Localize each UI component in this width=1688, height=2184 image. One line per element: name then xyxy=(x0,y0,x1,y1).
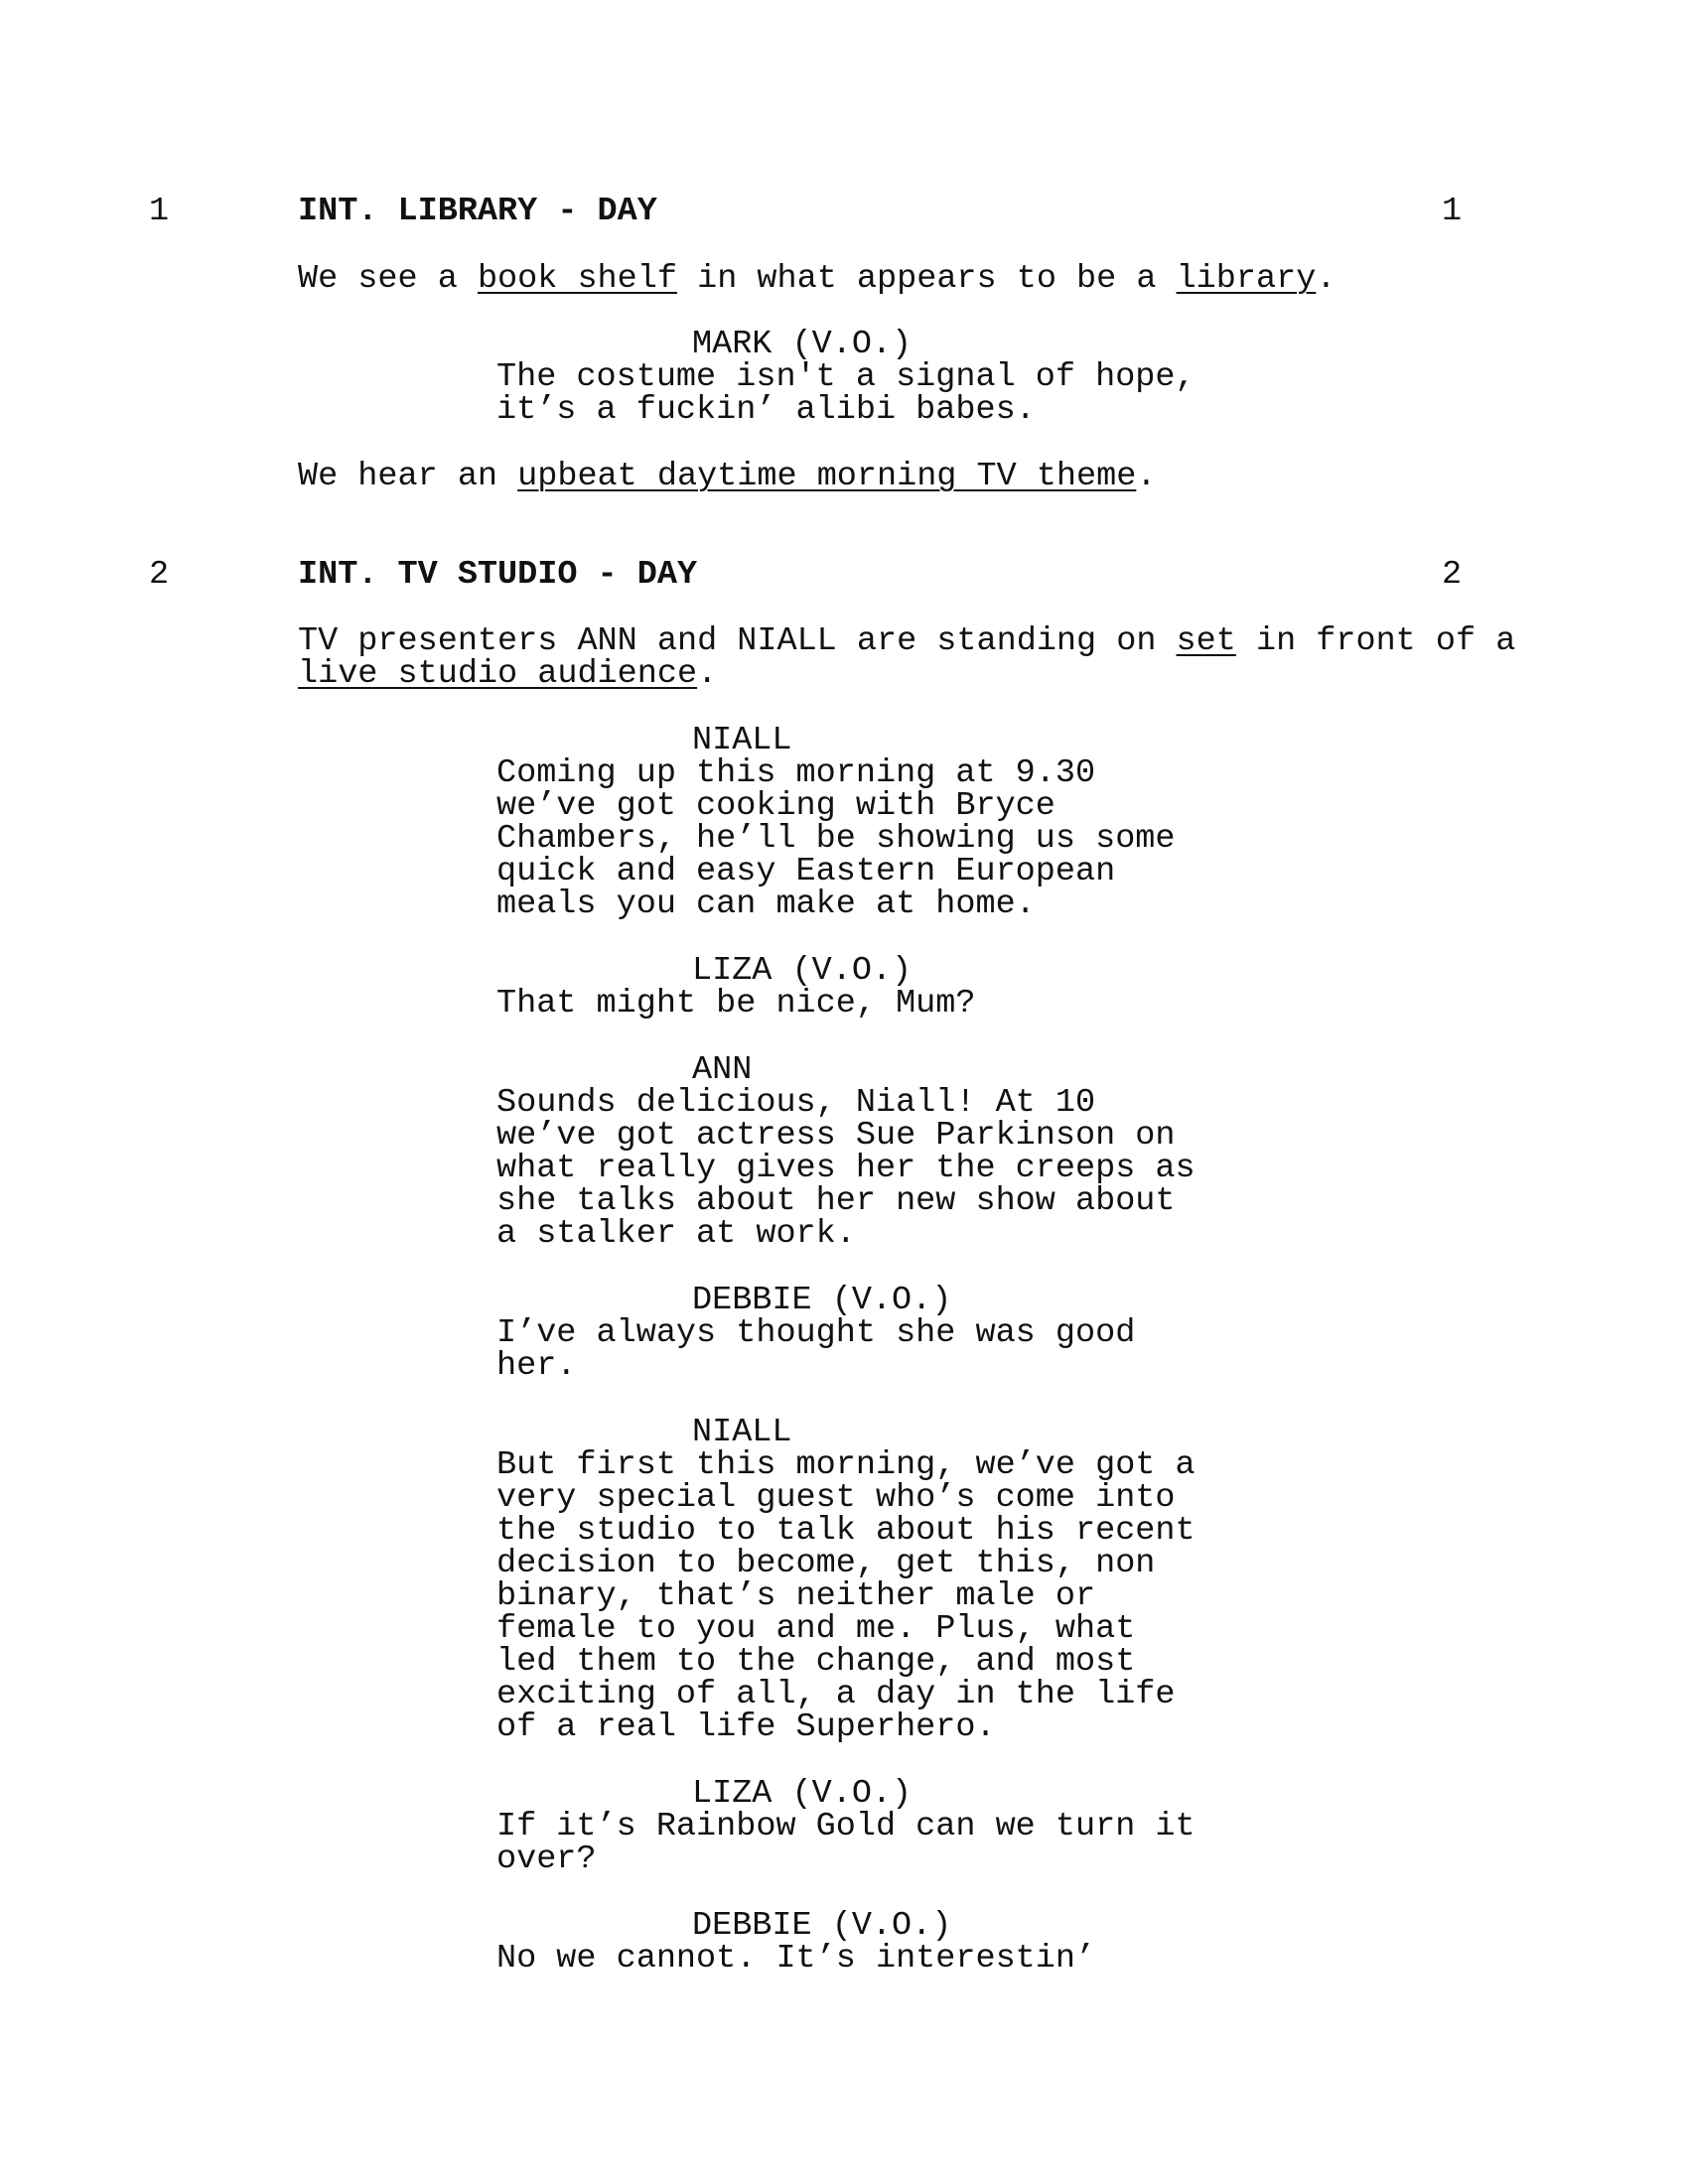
action-text: TV presenters ANN and NIALL are standing on xyxy=(298,622,1177,660)
character-name: DEBBIE (V.O.) xyxy=(692,1282,952,1319)
character-name: LIZA (V.O.) xyxy=(692,952,913,990)
underlined-location: library xyxy=(1176,260,1317,298)
action-text: . xyxy=(1316,260,1336,298)
character-name: ANN xyxy=(692,1051,753,1089)
dialogue-line: she talks about her new show about xyxy=(496,1182,1176,1220)
scene-number-right: 1 xyxy=(1442,193,1463,230)
dialogue-line: The costume isn't a signal of hope, xyxy=(496,358,1196,396)
dialogue-line: quick and easy Eastern European xyxy=(496,853,1116,890)
scene-number-right: 2 xyxy=(1442,556,1463,594)
character-name: DEBBIE (V.O.) xyxy=(692,1907,952,1945)
dialogue-line: what really gives her the creeps as xyxy=(496,1150,1196,1187)
dialogue-line: led them to the change, and most xyxy=(496,1643,1136,1681)
dialogue-line: But first this morning, we’ve got a xyxy=(496,1446,1196,1484)
scene-heading: INT. LIBRARY - DAY xyxy=(298,193,657,230)
underlined-location: set xyxy=(1176,622,1236,660)
action-line xyxy=(298,458,1157,495)
dialogue-line: her. xyxy=(496,1347,577,1385)
dialogue-line: the studio to talk about his recent xyxy=(496,1512,1196,1550)
action-line xyxy=(298,655,718,693)
scene-number-left: 1 xyxy=(149,193,170,230)
dialogue-line: over? xyxy=(496,1841,597,1878)
dialogue-line: it’s a fuckin’ alibi babes. xyxy=(496,391,1036,429)
action-line xyxy=(298,622,1516,660)
scene-number-left: 2 xyxy=(149,556,170,594)
dialogue-line: I’ve always thought she was good xyxy=(496,1314,1136,1352)
dialogue-line: meals you can make at home. xyxy=(496,886,1036,923)
action-text: We see a xyxy=(298,260,478,298)
action-text: in front of a xyxy=(1235,622,1516,660)
underlined-prop: book shelf xyxy=(477,260,677,298)
dialogue-line: we’ve got actress Sue Parkinson on xyxy=(496,1117,1176,1155)
dialogue-line: we’ve got cooking with Bryce xyxy=(496,787,1055,825)
action-text: We hear an xyxy=(298,458,518,495)
underlined-sound: upbeat daytime morning TV theme xyxy=(517,458,1137,495)
dialogue-line: If it’s Rainbow Gold can we turn it xyxy=(496,1808,1196,1845)
scene-heading: INT. TV STUDIO - DAY xyxy=(298,556,698,594)
dialogue-line: of a real life Superhero. xyxy=(496,1708,996,1746)
dialogue-line: decision to become, get this, non xyxy=(496,1545,1156,1582)
action-text: . xyxy=(697,655,718,693)
character-name: LIZA (V.O.) xyxy=(692,1775,913,1813)
dialogue-line: Sounds delicious, Niall! At 10 xyxy=(496,1084,1096,1122)
underlined-audience: live studio audience xyxy=(298,655,698,693)
dialogue-line: exciting of all, a day in the life xyxy=(496,1676,1176,1713)
action-text: . xyxy=(1136,458,1157,495)
dialogue-line: No we cannot. It’s interestin’ xyxy=(496,1940,1096,1978)
dialogue-line: That might be nice, Mum? xyxy=(496,985,976,1023)
dialogue-line: very special guest who’s come into xyxy=(496,1479,1176,1517)
dialogue-line: Coming up this morning at 9.30 xyxy=(496,754,1096,792)
dialogue-line: a stalker at work. xyxy=(496,1215,856,1253)
dialogue-line: female to you and me. Plus, what xyxy=(496,1610,1136,1648)
dialogue-line: Chambers, he’ll be showing us some xyxy=(496,820,1176,858)
action-text: in what appears to be a xyxy=(676,260,1177,298)
character-name: MARK (V.O.) xyxy=(692,326,913,363)
action-line xyxy=(298,260,1336,298)
character-name: NIALL xyxy=(692,722,792,759)
dialogue-line: binary, that’s neither male or xyxy=(496,1577,1096,1615)
character-name: NIALL xyxy=(692,1414,792,1451)
